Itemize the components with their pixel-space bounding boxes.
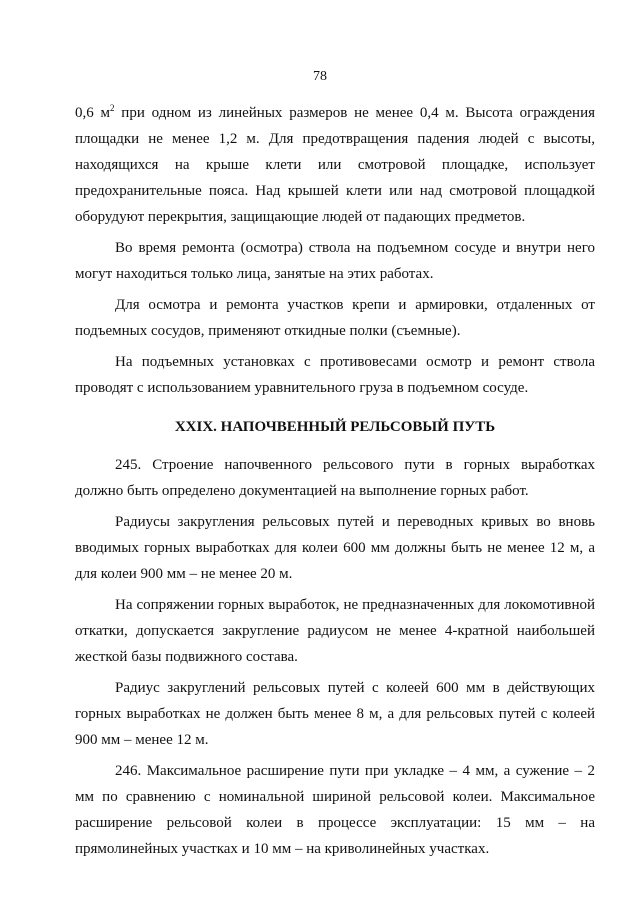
- paragraph-counterweight: На подъемных установках с противовесами осмотр и ремонт ствола проводят с использованием уравнительного груза в подъемном сосуде.: [75, 354, 595, 396]
- paragraph-repair-personnel: Во время ремонта (осмотра) ствола на подъемном сосуде и внутри него могут находиться только лица, занятые на этих работах.: [75, 240, 595, 282]
- paragraph-folding-shelves: Для осмотра и ремонта участков крепи и армировки, отдаленных от подъемных сосудов, применяют откидные полки (съемные).: [75, 297, 595, 339]
- paragraph-existing-radius: Радиус закруглений рельсовых путей с колеей 600 мм в действующих горных выработках не должен быть менее 8 м, а для рельсовых путей с колеей 900 мм – менее 12 м.: [75, 680, 595, 748]
- paragraph-curve-radii: Радиусы закругления рельсовых путей и переводных кривых во вновь вводимых горных выработках для колеи 600 мм должны быть не менее 12 м, а для колеи 900 мм – не менее 20 м.: [75, 514, 595, 582]
- paragraph-area-dimensions: [75, 100, 595, 230]
- paragraph-text: 0,6 м: [75, 105, 111, 121]
- page-number: 78: [313, 69, 327, 84]
- paragraph-text: при одном из линейных размеров не менее 0,4 м. Высота ограждения площадки не менее 1,2 м. Для предотвращения падения людей с высоты, находящихся на крыше клети или смотровой площадке, использует предохранительные пояса. Над крышей клети или над смотровой площадкой оборудуют перекрытия, защищающие людей от падающих предметов.: [75, 105, 595, 225]
- page-content: [75, 100, 595, 862]
- paragraph-item-246: 246. Максимальное расширение пути при укладке – 4 мм, а сужение – 2 мм по сравнению с номинальной шириной рельсовой колеи. Максимальное расширение рельсовой колеи в процессе эксплуатации: 15 мм – на прямолинейных участках и 10 мм – на криволинейных участках.: [75, 763, 595, 857]
- paragraph-item-245: 245. Строение напочвенного рельсового пути в горных выработках должно быть определено документацией на выполнение горных работ.: [75, 457, 595, 499]
- paragraph-junction-radius: На сопряжении горных выработок, не предназначенных для локомотивной откатки, допускается закругление радиусом не менее 4-кратной наибольшей жесткой базы подвижного состава.: [75, 597, 595, 665]
- section-heading: XXIX. НАПОЧВЕННЫЙ РЕЛЬСОВЫЙ ПУТЬ: [174, 419, 496, 435]
- superscript: 2: [110, 103, 115, 113]
